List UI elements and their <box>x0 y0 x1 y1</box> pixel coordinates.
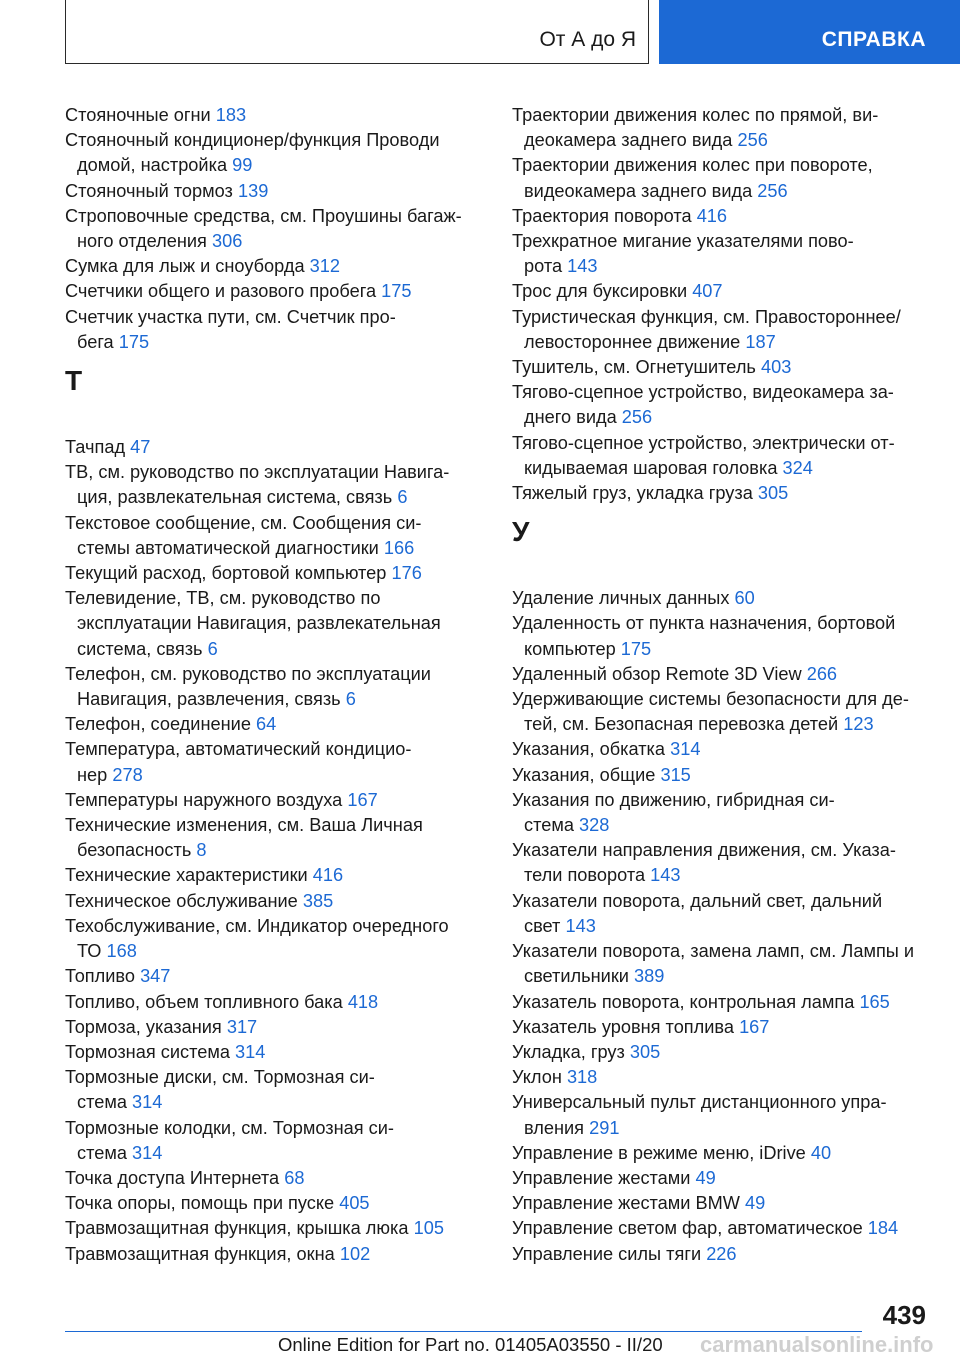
index-entry-text: Сумка для лыж и сноуборда <box>65 256 305 277</box>
tab-reference-label: СПРАВКА <box>821 28 926 51</box>
index-entry-text: Траектории движения колес при повороте, <box>512 155 873 176</box>
page-reference-link[interactable]: 175 <box>381 281 412 302</box>
index-entry-text: тели поворота <box>524 865 646 886</box>
page-reference-link[interactable]: 68 <box>284 1167 305 1188</box>
index-entry-text: Техническое обслуживание <box>65 890 298 911</box>
page-reference-link[interactable]: 167 <box>347 789 378 810</box>
edition-note: Online Edition for Part no. 01405A03550 - II/20 <box>278 1334 663 1355</box>
page-reference-link[interactable]: 305 <box>629 1041 661 1062</box>
index-entry-text: Тягово-сцепное устройство, электрически от- <box>512 432 895 453</box>
page-reference-link[interactable]: 318 <box>566 1067 598 1088</box>
page-reference-link[interactable]: 123 <box>843 714 874 735</box>
page-reference-link[interactable]: 347 <box>140 966 171 987</box>
index-entry-text: Удаленность от пункта назначения, бортовой <box>512 613 896 634</box>
index-entry <box>512 1166 932 1191</box>
index-entry <box>65 662 495 712</box>
page-reference-link[interactable]: 314 <box>670 739 701 760</box>
index-entry-text: Указатель уровня топлива <box>512 1016 734 1037</box>
page-reference-link[interactable]: 416 <box>696 205 728 226</box>
index-entry-text: Укладка, груз <box>512 1041 625 1062</box>
index-entry <box>512 1216 932 1241</box>
page-number: 439 <box>882 1300 926 1330</box>
index-entry-text: Топливо <box>65 966 135 987</box>
index-entry <box>65 254 495 279</box>
index-entry-text: Тормозные диски, см. Тормозная си- <box>65 1067 375 1088</box>
index-entry-text: Стояночные огни <box>65 105 211 125</box>
index-entry <box>65 1116 495 1166</box>
index-entry <box>512 204 932 229</box>
page-reference-link[interactable]: 102 <box>339 1243 371 1264</box>
index-entry-text: Удаленный обзор Remote 3D View <box>512 663 802 684</box>
page-reference-link[interactable]: 166 <box>383 537 415 558</box>
page-reference-link[interactable]: 385 <box>302 890 334 911</box>
index-entry <box>512 1065 932 1090</box>
page-reference-link[interactable]: 187 <box>745 331 776 352</box>
index-entry <box>512 788 932 838</box>
index-entry-text: ТО <box>77 941 102 962</box>
index-entry-text: Указатели поворота, замена ламп, см. Лампы и <box>512 941 915 962</box>
index-entry-text: Температуры наружного воздуха <box>65 789 343 810</box>
index-entry <box>65 1216 495 1241</box>
index-entry <box>512 1040 932 1065</box>
index-entry-text: Уклон <box>512 1067 562 1088</box>
index-entry-text: Стояночный кондиционер/функция Проводи <box>65 130 440 151</box>
index-entry <box>65 279 495 304</box>
index-entry <box>65 813 495 863</box>
page-reference-link[interactable]: 183 <box>215 105 247 125</box>
index-entry <box>65 863 495 888</box>
page-reference-link[interactable]: 49 <box>695 1167 716 1188</box>
index-entry-text: рота <box>524 256 563 277</box>
page-reference-link[interactable]: 184 <box>867 1218 899 1239</box>
section-title: От А до Я <box>539 28 636 51</box>
index-entry-text: Телефон, соединение <box>65 714 251 735</box>
index-entry-text: Тачпад <box>65 437 126 458</box>
index-entry <box>512 586 932 611</box>
index-entry <box>512 153 932 203</box>
index-entry-text: Стояночный тормоз <box>65 180 233 201</box>
index-entry-text: кидываемая шаровая головка <box>524 457 778 478</box>
index-entry <box>65 435 495 460</box>
index-entry <box>512 229 932 279</box>
index-entry-text: Тягово-сцепное устройство, видеокамера за- <box>512 382 894 403</box>
page-reference-link[interactable]: 314 <box>235 1041 266 1062</box>
index-entry <box>512 1141 932 1166</box>
index-entry-text: видеокамера заднего вида <box>524 180 753 201</box>
index-entry-text: Топливо, объем топливного бака <box>65 991 343 1012</box>
page-reference-link[interactable]: 317 <box>226 1016 258 1037</box>
index-entry <box>512 737 932 762</box>
page-reference-link[interactable]: 105 <box>413 1218 444 1239</box>
index-entry-text: Удерживающие системы безопасности для де- <box>512 689 909 710</box>
page-reference-link[interactable]: 256 <box>757 180 788 201</box>
page-reference-link[interactable]: 176 <box>391 563 422 584</box>
index-entry <box>65 586 495 662</box>
index-entry-text: светильники <box>524 966 629 987</box>
page-reference-link[interactable]: 278 <box>112 764 143 785</box>
index-entry <box>65 914 495 964</box>
index-entry <box>512 380 932 430</box>
tab-reference[interactable] <box>659 0 960 64</box>
index-entry <box>65 103 495 128</box>
page-reference-link[interactable]: 324 <box>782 457 813 478</box>
index-entry-text: стема <box>77 1092 127 1113</box>
page-reference-link[interactable]: 175 <box>118 331 150 352</box>
page-reference-link[interactable]: 306 <box>211 231 243 252</box>
index-letter-heading: У <box>512 516 530 548</box>
index-entry-text: Управление светом фар, автоматическое <box>512 1218 863 1239</box>
index-entry <box>65 204 495 254</box>
index-entry <box>65 712 495 737</box>
page-reference-link[interactable]: 165 <box>859 991 890 1012</box>
index-entry <box>512 305 932 355</box>
index-entry-text: Тушитель, см. Огнетушитель <box>512 357 756 378</box>
index-entry-text: Тормозная система <box>65 1041 230 1062</box>
page-reference-link[interactable]: 8 <box>196 840 207 861</box>
index-entry-text: Указания, обкатка <box>512 739 666 760</box>
index-entry-text: Температура, автоматический кондицио- <box>65 739 412 760</box>
index-entry <box>65 305 495 355</box>
page-reference-link[interactable]: 40 <box>810 1142 832 1163</box>
index-entry <box>512 355 932 380</box>
page-reference-link[interactable]: 312 <box>309 256 341 277</box>
page-reference-link[interactable]: 256 <box>621 407 653 428</box>
index-entry-text: стема <box>524 815 574 836</box>
page-reference-link[interactable]: 167 <box>739 1016 770 1037</box>
index-entry-text: безопасность <box>77 840 192 861</box>
index-entry <box>65 460 495 510</box>
index-entry-text: Тормоза, указания <box>65 1016 222 1037</box>
index-entry-text: Указатели поворота, дальний свет, дальний <box>512 890 883 911</box>
page-reference-link[interactable]: 226 <box>706 1243 737 1264</box>
page-reference-link[interactable]: 175 <box>620 638 652 659</box>
page-reference-link[interactable]: 6 <box>345 689 356 710</box>
page-reference-link[interactable]: 143 <box>650 865 681 886</box>
index-entry <box>65 1040 495 1065</box>
index-entry-text: Техобслуживание, см. Индикатор очередного <box>65 915 449 936</box>
index-entry-text: Травмозащитная функция, окна <box>65 1243 335 1264</box>
index-entry <box>65 990 495 1015</box>
page-reference-link[interactable]: 314 <box>132 1092 163 1113</box>
page-reference-link[interactable]: 99 <box>232 155 253 176</box>
index-entry <box>65 128 495 178</box>
index-entry-text: Счетчики общего и разового пробега <box>65 281 377 302</box>
index-entry <box>65 1065 495 1115</box>
page-reference-link[interactable]: 405 <box>339 1193 370 1214</box>
page-reference-link[interactable]: 389 <box>634 966 665 987</box>
index-entry <box>512 990 932 1015</box>
index-entry-text: компьютер <box>524 638 616 659</box>
index-entry <box>512 1015 932 1040</box>
page-reference-link[interactable]: 47 <box>130 437 151 458</box>
index-entry <box>512 611 932 661</box>
watermark-brand: carmanualsonline.info <box>700 1332 934 1357</box>
index-entry <box>65 561 495 586</box>
index-entry-text: левостороннее движение <box>524 331 741 352</box>
page-reference-link[interactable]: 256 <box>737 130 768 151</box>
index-entry-text: Тормозные колодки, см. Тормозная си- <box>65 1117 394 1138</box>
page-reference-link[interactable]: 418 <box>347 991 379 1012</box>
page-reference-link[interactable]: 314 <box>132 1142 163 1163</box>
index-entry <box>65 889 495 914</box>
page-reference-link[interactable]: 291 <box>589 1117 620 1138</box>
index-entry-text: Управление жестами BMW <box>512 1193 740 1214</box>
index-entry <box>512 431 932 481</box>
index-entry-text: бега <box>77 331 114 352</box>
page-reference-link[interactable]: 168 <box>106 941 137 962</box>
index-entry-text: вления <box>524 1117 585 1138</box>
index-entry-text: нер <box>77 764 108 785</box>
index-letter-heading: Т <box>65 365 83 397</box>
index-entry-text: Точка доступа Интернета <box>65 1167 280 1188</box>
index-entry <box>512 103 932 153</box>
index-entry-text: система, связь <box>77 638 203 659</box>
index-entry-text: Управление жестами <box>512 1167 691 1188</box>
index-entry-text: деокамера заднего вида <box>524 130 733 151</box>
index-entry <box>65 179 495 204</box>
page-reference-link[interactable]: 416 <box>312 865 344 886</box>
index-entry-text: Технические характеристики <box>65 865 308 886</box>
index-entry-text: Тяжелый груз, укладка груза <box>512 483 753 504</box>
page-reference-link[interactable]: 266 <box>806 663 838 684</box>
page-reference-link[interactable]: 6 <box>207 638 218 659</box>
index-entry-text: Указатель поворота, контрольная лампа <box>512 991 855 1012</box>
index-entry-text: Точка опоры, помощь при пуске <box>65 1193 335 1214</box>
page-reference-link[interactable]: 403 <box>760 357 792 378</box>
index-entry-text: Счетчик участка пути, см. Счетчик про- <box>65 306 396 327</box>
index-entry-text: Указатели направления движения, см. Указа- <box>512 840 896 861</box>
page-reference-link[interactable]: 64 <box>256 714 277 735</box>
index-entry-text: Универсальный пульт дистанционного упра- <box>512 1092 887 1113</box>
page-reference-link[interactable]: 407 <box>692 281 723 302</box>
index-entry <box>65 511 495 561</box>
index-entry-text: Траектории движения колес по прямой, ви- <box>512 105 879 125</box>
index-entry-text: ного отделения <box>77 231 207 252</box>
page-reference-link[interactable]: 60 <box>734 588 755 609</box>
index-entry <box>512 939 932 989</box>
index-entry <box>65 1166 495 1191</box>
index-entry-text: Трос для буксировки <box>512 281 688 302</box>
index-entry-text: Навигация, развлечения, связь <box>77 689 341 710</box>
index-entry-text: днего вида <box>524 407 617 428</box>
page-reference-link[interactable]: 139 <box>237 180 269 201</box>
index-entry <box>512 1191 932 1216</box>
page-reference-link[interactable]: 6 <box>397 487 408 508</box>
page-reference-link[interactable]: 49 <box>745 1193 766 1214</box>
page-reference-link[interactable]: 143 <box>565 915 596 936</box>
index-entry <box>65 1191 495 1216</box>
header-frame <box>65 0 649 64</box>
index-entry-text: домой, настройка <box>77 155 228 176</box>
page-reference-link[interactable]: 315 <box>660 764 691 785</box>
index-entry-text: тей, см. Безопасная перевозка детей <box>524 714 839 735</box>
index-entry-text: Текстовое сообщение, см. Сообщения си- <box>65 512 422 533</box>
index-entry-text: стема <box>77 1142 127 1163</box>
index-column-right <box>512 103 932 1267</box>
index-entry-text: Туристическая функция, см. Правостороннее/ <box>512 306 901 327</box>
index-entry <box>65 964 495 989</box>
index-entry <box>65 788 495 813</box>
index-entry-text: Управление в режиме меню, iDrive <box>512 1142 806 1163</box>
index-entry-text: Телевидение, ТВ, см. руководство по <box>65 588 381 609</box>
index-entry <box>512 1242 932 1267</box>
index-entry <box>512 763 932 788</box>
index-entry <box>65 1015 495 1040</box>
index-entry-text: свет <box>524 915 561 936</box>
index-entry-text: Технические изменения, см. Ваша Личная <box>65 815 423 836</box>
index-entry <box>65 1242 495 1267</box>
index-entry <box>512 481 932 506</box>
index-entry-text: эксплуатации Навигация, развлекательная <box>77 613 441 634</box>
index-entry-text: Управление силы тяги <box>512 1243 702 1264</box>
index-entry-text: Удаление личных данных <box>512 588 730 609</box>
index-entry-text: Указания по движению, гибридная си- <box>512 789 835 810</box>
index-entry-text: Текущий расход, бортовой компьютер <box>65 563 387 584</box>
index-entry <box>512 662 932 687</box>
index-entry-text: ция, развлекательная система, связь <box>77 487 393 508</box>
index-entry <box>512 838 932 888</box>
index-entry-text: стемы автоматической диагностики <box>77 537 379 558</box>
index-entry-text: Указания, общие <box>512 764 656 785</box>
index-entry-text: Строповочные средства, см. Проушины багаж- <box>65 205 462 226</box>
index-entry <box>512 279 932 304</box>
index-entry-text: Трехкратное мигание указателями пово- <box>512 231 854 252</box>
page-reference-link[interactable]: 328 <box>579 815 610 836</box>
index-entry <box>512 1090 932 1140</box>
page-reference-link[interactable]: 143 <box>567 256 598 277</box>
index-entry-text: Телефон, см. руководство по эксплуатации <box>65 663 431 684</box>
index-entry-text: Травмозащитная функция, крышка люка <box>65 1218 409 1239</box>
index-entry-text: ТВ, см. руководство по эксплуатации Навига- <box>65 462 450 483</box>
index-entry <box>65 737 495 787</box>
index-entry <box>512 889 932 939</box>
page-reference-link[interactable]: 305 <box>757 483 789 504</box>
index-entry-text: Траектория поворота <box>512 205 692 226</box>
index-column-left <box>65 103 495 1267</box>
index-entry <box>512 687 932 737</box>
